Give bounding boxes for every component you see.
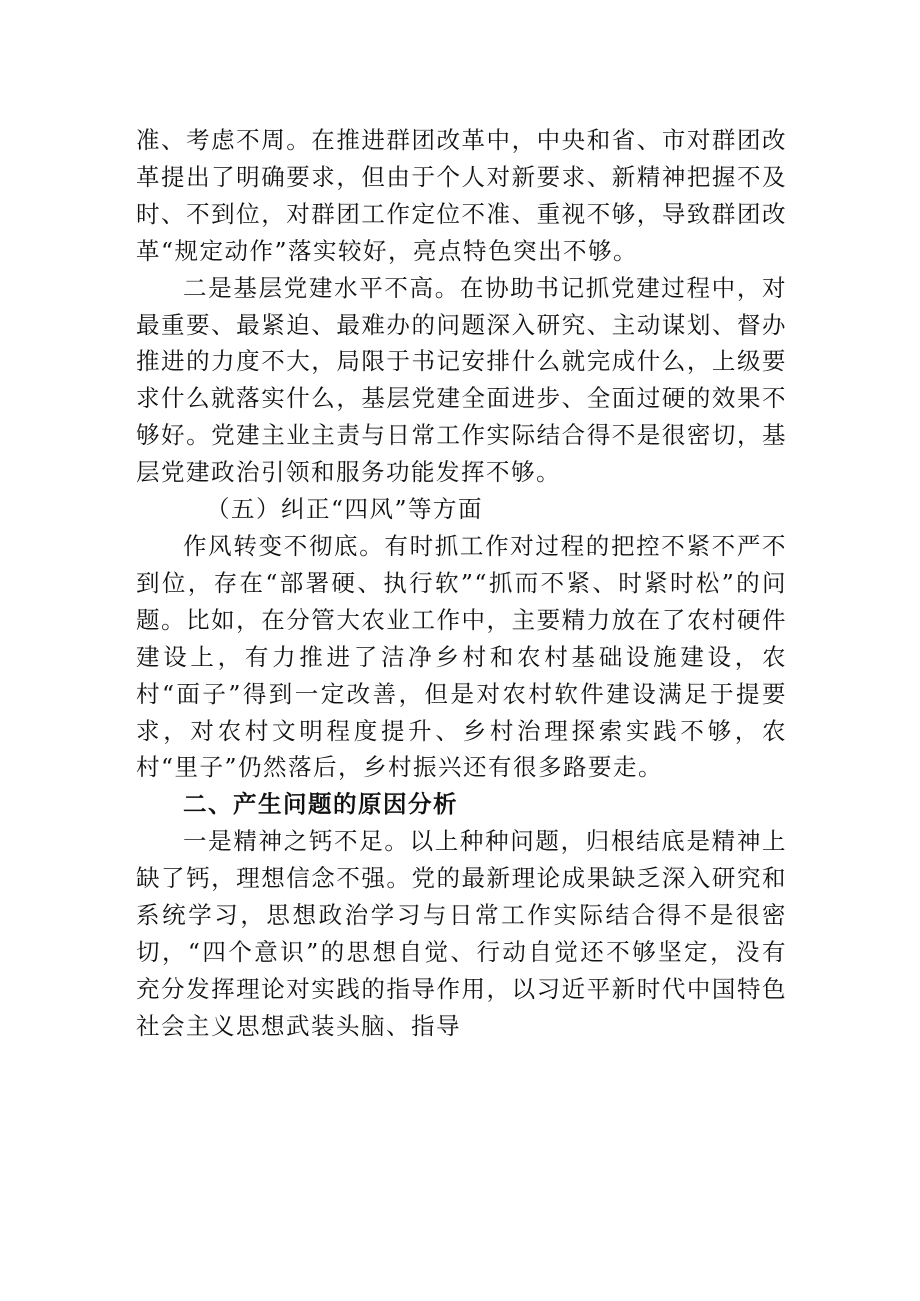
paragraph-party-building: 二是基层党建水平不高。在协助书记抓党建过程中，对最重要、最紧迫、最难办的问题深入研究、主动谋划、督办推进的力度不大，局限于书记安排什么就完成什么，上级要求什么就落实什么，基层党建全面进步、全面过硬的效果不够好。党建主业主责与日常工作实际结合得不是很密切，基层党建政治引领和服务功能发挥不够。: [136, 273, 787, 487]
paragraph-work-style: 作风转变不彻底。有时抓工作对过程的把控不紧不严不到位，存在“部署硬、执行软”“抓而不紧、时紧时松”的问题。比如，在分管大农业工作中，主要精力放在了农村硬件建设上，有力推进了洁净乡村和农村基础设施建设，农村“面子”得到一定改善，但是对农村软件建设满足于提要求，对农村文明程度提升、乡村治理探索实践不够，农村“里子”仍然落后，乡村振兴还有很多路要走。: [136, 531, 787, 782]
paragraph-spiritual-calcium: 一是精神之钙不足。以上种种问题，归根结底是精神上缺了钙，理想信念不强。党的最新理论成果缺乏深入研究和系统学习，思想政治学习与日常工作实际结合得不是很密切，“四个意识”的思想自觉、行动自觉还不够坚定，没有充分发挥理论对实践的指导作用，以习近平新时代中国特色社会主义思想武装头脑、指导: [136, 827, 787, 1040]
section-heading-cause-analysis: 二、产生问题的原因分析: [183, 790, 458, 819]
document-body: [136, 122, 787, 1045]
section-subheading-four-winds: （五）纠正“四风”等方面: [206, 495, 484, 524]
paragraph-continuation: 准、考虑不周。在推进群团改革中，中央和省、市对群团改革提出了明确要求，但由于个人对新要求、新精神把握不及时、不到位，对群团工作定位不准、重视不够，导致群团改革“规定动作”落实较好，亮点特色突出不够。: [136, 126, 787, 265]
